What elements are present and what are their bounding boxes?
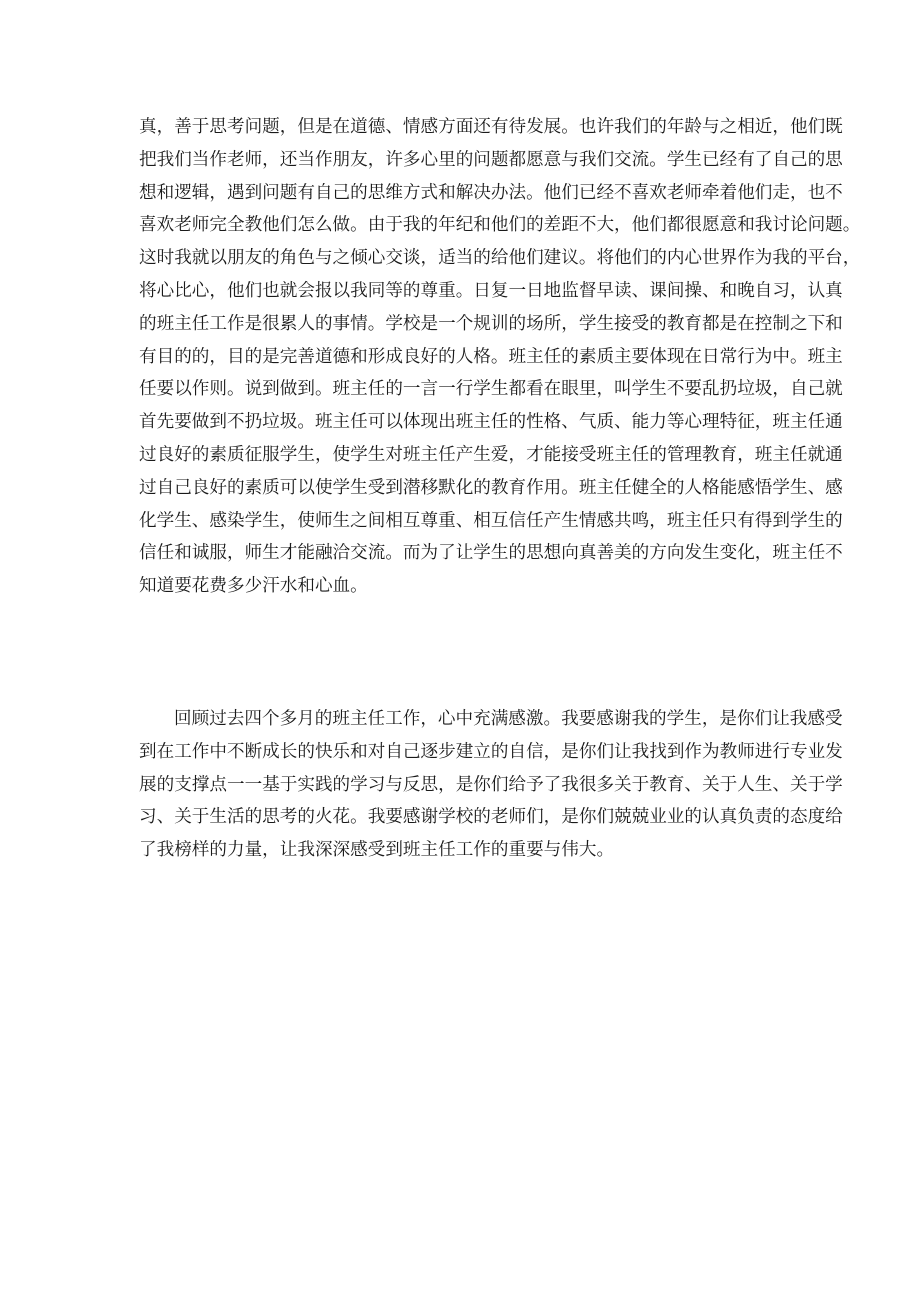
text-line: 想和逻辑，遇到问题有自己的思维方式和解决办法。他们已经不喜欢老师牵着他们走，也不: [139, 182, 843, 203]
text-line: 过良好的素质征服学生，使学生对班主任产生爱，才能接受班主任的管理教育，班主任就通: [139, 444, 843, 465]
text-line: 知道要花费多少汗水和心血。: [139, 576, 368, 597]
text-line: 习、关于生活的思考的火花。我要感谢学校的老师们，是你们兢兢业业的认真负责的态度给: [139, 807, 843, 828]
text-line: 了我榜样的力量，让我深深感受到班主任工作的重要与伟大。: [139, 840, 615, 861]
text-line: 将心比心，他们也就会报以我同等的尊重。日复一日地监督早读、课间操、和晚自习，认真: [139, 280, 843, 301]
text-line: 信任和诚服，师生才能融洽交流。而为了让学生的思想向真善美的方向发生变化，班主任不: [139, 543, 843, 564]
text-line: 首先要做到不扔垃圾。班主任可以体现出班主任的性格、气质、能力等心理特征，班主任通: [139, 412, 843, 433]
text-line: 回顾过去四个多月的班主任工作，心中充满感激。我要感谢我的学生，是你们让我感受: [174, 709, 843, 729]
text-line: 展的支撑点一一基于实践的学习与反思，是你们给予了我很多关于教育、关于人生、关于学: [139, 774, 843, 795]
text-line: 到在工作中不断成长的快乐和对自己逐步建立的自信，是你们让我找到作为教师进行专业发: [139, 741, 843, 762]
text-line: 任要以作则。说到做到。班主任的一言一行学生都看在眼里，叫学生不要乱扔垃圾，自己就: [139, 379, 843, 400]
text-line: 喜欢老师完全教他们怎么做。由于我的年纪和他们的差距不大，他们都很愿意和我讨论问题。: [139, 215, 861, 236]
text-line: 真，善于思考问题，但是在道德、情感方面还有待发展。也许我们的年龄与之相近，他们既: [139, 117, 843, 137]
text-line: 化学生、感染学生，使师生之间相互尊重、相互信任产生情感共鸣，班主任只有得到学生的: [139, 510, 843, 531]
text-line: 这时我就以朋友的角色与之倾心交谈，适当的给他们建议。将他们的内心世界作为我的平台，: [139, 248, 861, 269]
paragraph-2: [139, 703, 843, 867]
text-line: 的班主任工作是很累人的事情。学校是一个规训的场所，学生接受的教育都是在控制之下和: [139, 313, 843, 334]
text-line: 把我们当作老师，还当作朋友，许多心里的问题都愿意与我们交流。学生已经有了自己的思: [139, 149, 843, 170]
paragraph-1: [139, 111, 861, 603]
text-line: 有目的的，目的是完善道德和形成良好的人格。班主任的素质主要体现在日常行为中。班主: [139, 346, 843, 367]
text-line: 过自己良好的素质可以使学生受到潜移默化的教育作用。班主任健全的人格能感悟学生、感: [139, 477, 843, 498]
